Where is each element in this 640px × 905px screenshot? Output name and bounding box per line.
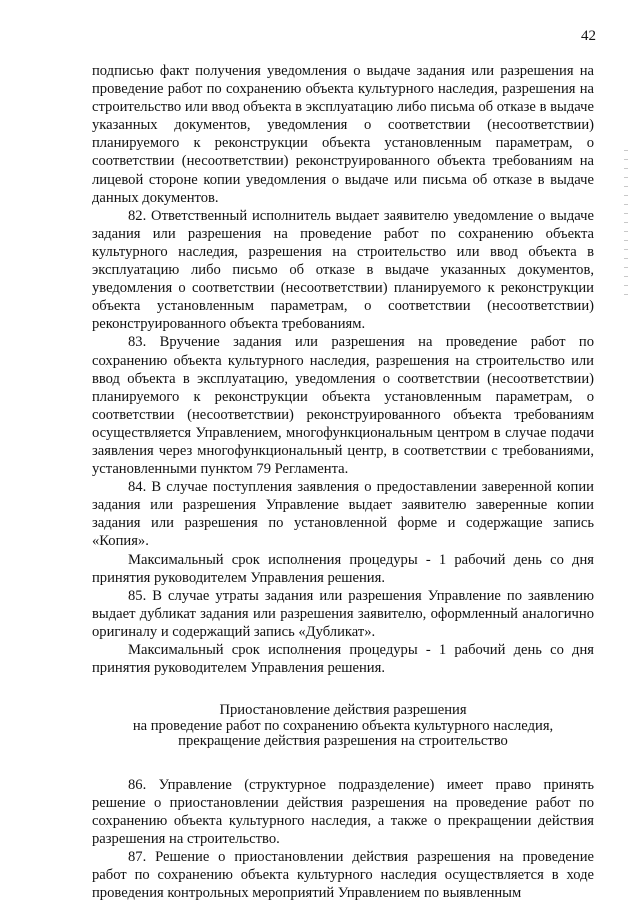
paragraph-max-term-2: Максимальный срок исполнения процедуры - 1 рабочий день со дня принятия руководителем Управления решения. [92,642,594,677]
section-heading-line-2: на проведение работ по сохранению объекта культурного наследия, [132,717,554,734]
section-heading-line-1: Приостановление действия разрешения [219,702,467,719]
paragraph-max-term-1: Максимальный срок исполнения процедуры - 1 рабочий день со дня принятия руководителем Управления решения. [92,551,594,586]
paragraph-87: 87. Решение о приостановлении действия разрешения на проведение работ по сохранению объекта культурного наследия осуществляется в ходе проведения контрольных мероприятий Управлением по выявленным [92,849,594,902]
paragraph-86: 86. Управление (структурное подразделение) имеет право принять решение о приостановлении действия разрешения на проведение работ по сохранению объекта культурного наследия, а также о прекращении действия разрешения на строительство. [92,776,594,847]
page-number: 42 [581,28,596,44]
paragraph-85: 85. В случае утраты задания или разрешения Управление по заявлению выдает дубликат задания или разрешения заявителю, оформленный аналогично оригиналу и содержащий запись «Дубликат». [92,587,594,640]
document-body [92,62,594,902]
section-heading-line-3: прекращение действия разрешения на строительство [178,733,508,750]
paragraph-82: 82. Ответственный исполнитель выдает заявителю уведомление о выдаче задания или разрешения на проведение работ по сохранению объекта культурного наследия, разрешения на строительство или ввод объекта в эксплуатацию либо письмо об отказе в выдаче указанных документов, уведомления о соответствии (несоответствии) планируемого к реконструкции объекта установленным параметрам, о соответствии (несоответствии) реконструированного объекта требованиям. [92,207,594,333]
paragraph-84: 84. В случае поступления заявления о предоставлении заверенной копии задания или разрешения Управление выдает заявителю заверенные копии задания или разрешения по установленной форме и содержащие запись «Копия». [92,479,594,550]
paragraph-83: 83. Вручение задания или разрешения на проведение работ по сохранению объекта культурного наследия, разрешения на строительство или ввод объекта в эксплуатацию, уведомления о соответствии (несоответствии) планируемого к реконструкции объекта установленным параметрам, о соответствии (несоответствии) реконструированного объекта требованиям осуществляется Управлением, многофункциональным центром в случае подачи заявления через многофункциональный центр, в соответствии с требованиями, установленными пунктом 79 Регламента. [92,334,594,478]
scan-margin-marks [624,150,628,300]
paragraph-continuation: подписью факт получения уведомления о выдаче задания или разрешения на проведение работ по сохранению объекта культурного наследия, разрешения на строительство или ввод объекта в эксплуатацию либо письма об отказе в выдаче указанных документов, уведомления о соответствии (несоответствии) планируемого к реконструкции объекта установленным параметрам, о соответствии (несоответствии) реконструированного объекта требованиям на лицевой стороне копии уведомления о выдаче или письма об отказе в выдаче данных документов. [92,63,594,206]
section-heading [92,703,594,750]
